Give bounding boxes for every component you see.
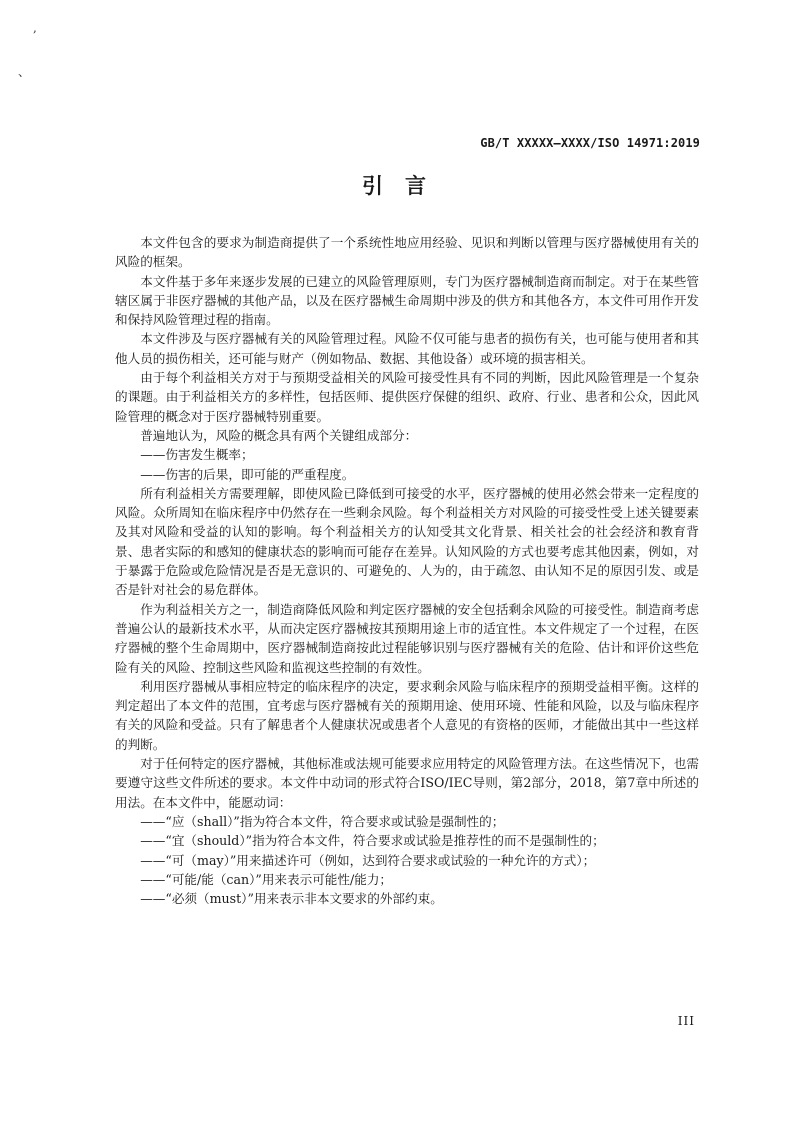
paragraph: 本文件包含的要求为制造商提供了一个系统性地应用经验、见识和判断以管理与医疗器械使用有关的风险的框架。 <box>115 235 699 270</box>
list-item: ——“应（shall）”指为符合本文件，符合要求或试验是强制性的； <box>140 813 505 829</box>
page-number: III <box>677 1014 695 1028</box>
list-item: ——伤害发生概率； <box>140 447 254 463</box>
paragraph: 作为利益相关方之一，制造商降低风险和判定医疗器械的安全包括剩余风险的可接受性。制造商考虑普遍公认的最新技术水平，从而决定医疗器械按其预期用途上市的适宜性。本文件规定了一个过程，在医疗器械的整个生命周期中，医疗器械制造商按此过程能够识别与医疗器械有关的危险、估计和评价这些危险有关的风险、控制这些风险和监视这些控制的有效性。 <box>115 601 699 675</box>
paragraph: 对于任何特定的医疗器械，其他标准或法规可能要求应用特定的风险管理方法。在这些情况下，也需要遵守这些文件所述的要求。本文件中动词的形式符合ISO/IEC导则，第2部分，2018，第7章中所述的用法。在本文件中，能愿动词： <box>115 756 699 810</box>
standard-number: GB/T XXXXX—XXXX/ISO 14971:2019 <box>480 136 700 150</box>
page-title: 引言 <box>362 174 448 198</box>
list-item: ——“可（may）”用来描述许可（例如，达到符合要求或试验的一种允许的方式）； <box>140 852 596 868</box>
list-item: ——“必须（must）”用来表示非本文要求的外部约束。 <box>140 891 443 907</box>
paragraph: 普遍地认为，风险的概念具有两个关键组成部分： <box>140 427 418 443</box>
scan-mark: 、 <box>18 65 31 79</box>
paragraph: 由于每个利益相关方对于与预期受益相关的风险可接受性具有不同的判断，因此风险管理是一个复杂的课题。由于利益相关方的多样性，包括医师、提供医疗保健的组织、政府、行业、患者和公众，因此风险管理的概念对于医疗器械特别重要。 <box>115 370 699 424</box>
list-item: ——“宜（should）”指为符合本文件，符合要求或试验是推荐性的而不是强制性的； <box>140 833 605 849</box>
list-item: ——“可能/能（can）”用来表示可能性/能力； <box>140 871 393 887</box>
paragraph: 利用医疗器械从事相应特定的临床程序的决定，要求剩余风险与临床程序的预期受益相平衡。这样的判定超出了本文件的范围，宜考虑与医疗器械有关的预期用途、使用环境、性能和风险，以及与临床程序有关的风险和受益。只有了解患者个人健康状况或患者个人意见的有资格的医师，才能做出其中一些这样的判断。 <box>115 678 699 752</box>
paragraph: 所有利益相关方需要理解，即使风险已降低到可接受的水平，医疗器械的使用必然会带来一定程度的风险。众所周知在临床程序中仍然存在一些剩余风险。每个利益相关方对风险的可接受性受上述关键要素及其对风险和受益的认知的影响。每个利益相关方的认知受其文化背景、相关社会的社会经济和教育背景、患者实际的和感知的健康状态的影响而可能存在差异。认知风险的方式也要考虑其他因素，例如，对于暴露于危险或危险情况是否是无意识的、可避免的、人为的，由于疏忽、由认知不足的原因引发、或是否是针对社会的易危群体。 <box>115 485 699 598</box>
scan-mark: , <box>33 21 37 35</box>
document-body <box>115 233 699 908</box>
paragraph: 本文件基于多年来逐步发展的已建立的风险管理原则，专门为医疗器械制造商而制定。对于在某些管辖区属于非医疗器械的其他产品，以及在医疗器械生命周期中涉及的供方和其他各方，本文件可用作开发和保持风险管理过程的指南。 <box>115 273 699 328</box>
paragraph: 本文件涉及与医疗器械有关的风险管理过程。风险不仅可能与患者的损伤有关，也可能与使用者和其他人员的损伤相关，还可能与财产（例如物品、数据、其他设备）或环境的损害相关。 <box>115 331 699 366</box>
list-item: ——伤害的后果，即可能的严重程度。 <box>140 466 355 482</box>
